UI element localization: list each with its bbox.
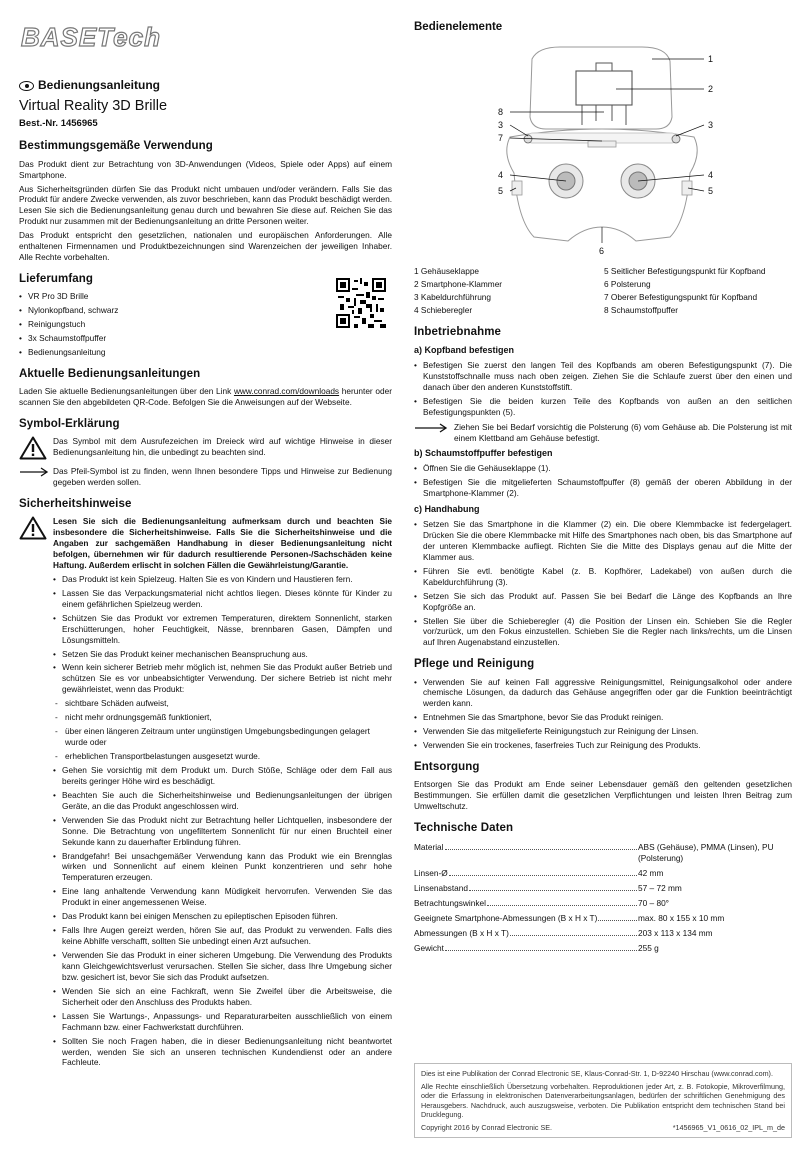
startup-a-tip [414, 422, 792, 444]
safety-lead: Lesen Sie sich die Bedienungsanleitung aufmerksam durch und beachten Sie insbesondere die Sicherheitshinweise. Falls Sie die Sicherheitshinweise und die Angaben zur sachgemäßen Handhabung in dieser Bedienungsanleitung nicht befolgen, übernehmen wir für dadurch resultierende Personen-/Sachschäden keine Haftung. Außerdem erlischt in solchen Fällen die Gewährleistung/Garantie. [53, 516, 392, 570]
left-column [19, 0, 392, 1071]
callout-label: 5 [708, 186, 714, 197]
legend-item: 7 Oberer Befestigungspunkt für Kopfband [604, 291, 758, 302]
legend-item: 1 Gehäuseklappe [414, 266, 480, 277]
startup-c-item: • Setzen Sie das Smartphone in die Klammer (2) ein. Die obere Klemmbacke ist federgelagert. Drücken Sie die obere Klemmbacke mit Hilfe des Smartphones nach oben, bis das Smartphone auf der unteren Klemmbacke aufliegt. Richten Sie die Mitte des Displays genau auf die Mitte der Klammer aus. [414, 519, 792, 563]
current-manuals-text-before: Laden Sie aktuelle Bedienungsanleitungen über den Link [19, 386, 234, 397]
side-mount-right [682, 181, 692, 195]
specs-heading: Technische Daten [414, 822, 514, 835]
spec-label: Betrachtungswinkel [414, 896, 638, 911]
startup-heading: Inbetriebnahme [414, 325, 502, 338]
care-item: • Verwenden Sie ein trockenes, faserfreies Tuch zur Reinigung des Produkts. [414, 740, 792, 751]
spec-label: Material [414, 840, 638, 866]
safety-item: • Verwenden Sie das Produkt nicht zur Betrachtung heller Lichtquellen, insbesondere der Sonne. Die Betrachtung von ungefiltertem Sonnenlicht für nur einen Bruchteil einer Sekunde kann zu dauerhafter Erblindung führen. [53, 815, 392, 848]
startup-c-item: • Stellen Sie über die Schieberegler (4) die Position der Linsen ein. Schieben Sie die Regler vor/zurück, um den Fokus einzustellen. Schieben Sie die Regler nach links/rechts, um die Linsen auf Ihren Augenabstand einzustellen. [414, 616, 792, 649]
smartphone-clamp [576, 71, 632, 105]
footer-rights: Alle Rechte einschließlich Übersetzung vorbehalten. Reproduktionen jeder Art, z. B. Fotokopie, Mikroverfilmung, oder die Erfassung in elektronischen Datenverarbeitungsanlagen, bedürfen der schriftlichen Genehmigung des Herausgebers. Nachdruck, auch auszugsweise, verboten. Die Publikation entspricht dem technischen Stand bei Drucklegung. [421, 1081, 785, 1119]
safety-dash-item: - nicht mehr ordnungsgemäß funktioniert, [53, 712, 392, 723]
legend-item: 6 Polsterung [604, 279, 651, 290]
current-manuals-heading: Aktuelle Bedienungsanleitungen [19, 367, 201, 380]
vr-headset-diagram [420, 41, 720, 261]
footer-bottom-row [421, 1123, 785, 1133]
startup-b-list [414, 463, 792, 499]
spec-label: Geeignete Smartphone-Abmessungen (B x H x T) [414, 911, 638, 926]
spec-value: ABS (Gehäuse), PMMA (Linsen), PU (Polsterung) [638, 842, 774, 864]
scope-item: • 3x Schaumstoffpuffer [19, 333, 392, 344]
product-title: Virtual Reality 3D Brille [19, 97, 168, 114]
legend-item: 5 Seitlicher Befestigungspunkt für Kopfband [604, 266, 766, 277]
intended-use-paragraph: Das Produkt dient zur Betrachtung von 3D-Anwendungen (Videos, Spiele oder Apps) auf einem Smartphone. [19, 158, 392, 180]
startup-a-heading: a) Kopfband befestigen [414, 345, 515, 356]
brand-logo-graphic [19, 20, 249, 56]
startup-b-item: • Befestigen Sie die mitgelieferten Schaumstoffpuffer (8) gemäß der oberen Abbildung in der Smartphone-Klammer (2). [414, 477, 792, 499]
disposal-text: Entsorgen Sie das Produkt am Ende seiner Lebensdauer gemäß den geltenden gesetzlichen Bestimmungen. Sie erfüllen damit die gesetzlichen Verpflichtungen und leisten Ihren Beitrag zum Umweltschutz. [414, 779, 792, 812]
safety-list-b [53, 765, 392, 1068]
callout-label: 7 [498, 133, 504, 144]
controls-heading: Bedienelemente [414, 21, 503, 33]
care-list [414, 677, 792, 752]
safety-dash-item: - erheblichen Transportbelastungen ausgesetzt wurde. [53, 751, 392, 762]
safety-item: • Verwenden Sie das Produkt in einer sicheren Umgebung. Die Verwendung des Produkts kann Gleichgewichtsverlust verursachen. Stellen Sie sicher, dass Ihre Umgebung sicher bzw. gesichert ist, bevor Sie sich das Produkt aufsetzen. [53, 950, 392, 983]
spec-row [414, 896, 774, 911]
safety-item: • Brandgefahr! Bei unsachgemäßer Verwendung kann das Produkt wie ein Brennglas wirken und Sonnenlicht auf einem kleinen Punkt konzentrieren und sehr hohe Temperaturen erzeugen. [53, 851, 392, 884]
safety-item: • Lassen Sie das Verpackungsmaterial nicht achtlos liegen. Dieses könnte für Kinder zu einem gefährlichen Spielzeug werden. [53, 588, 392, 610]
spec-row [414, 926, 774, 941]
spec-value: 255 g [638, 942, 659, 953]
current-manuals-text [19, 386, 392, 408]
spec-value: max. 80 x 155 x 10 mm [638, 912, 725, 923]
footer-publisher: Dies ist eine Publikation der Conrad Electronic SE, Klaus-Conrad-Str. 1, D-92240 Hirschau (www.conrad.com). [421, 1069, 773, 1078]
order-number: Best.-Nr. 1456965 [19, 117, 98, 129]
safety-block [19, 516, 392, 1071]
startup-a-list [414, 360, 792, 418]
warning-triangle-icon [19, 436, 53, 460]
callout-label: 6 [599, 246, 605, 257]
callout-label: 3 [498, 120, 504, 131]
safety-dash-list [53, 698, 392, 762]
spec-row [414, 881, 774, 896]
spec-label: Gewicht [414, 941, 638, 956]
startup-a-tip-text: Ziehen Sie bei Bedarf vorsichtig die Polsterung (6) vom Gehäuse ab. Die Polsterung ist mit einem Klettband am Gehäuse befestigt. [454, 421, 792, 443]
safety-list-a [53, 574, 392, 695]
startup-c-list [414, 519, 792, 648]
eye-icon [19, 81, 34, 91]
specs-table [414, 840, 774, 956]
arrow-right-icon [19, 466, 53, 488]
callout-label: 4 [708, 170, 714, 181]
symbols-heading: Symbol-Erklärung [19, 418, 120, 430]
startup-c-heading: c) Handhabung [414, 504, 480, 515]
brand-logo-text: BASETech [21, 22, 161, 52]
callout-label: 8 [498, 107, 504, 118]
legend-item: 4 Schieberegler [414, 304, 473, 315]
safety-item: • Eine lang anhaltende Verwendung kann Müdigkeit hervorrufen. Verwenden Sie das Produkt in einer angemessenen Weise. [53, 886, 392, 908]
scope-item: • Nylonkopfband, schwarz [19, 305, 392, 316]
symbol-warning-row [19, 436, 392, 460]
doc-type-heading [19, 78, 392, 94]
intended-use-paragraph: Das Produkt entspricht den gesetzlichen, nationalen und europäischen Anforderungen. Alle enthaltenen Firmennamen und Produktbezeichnungen sind Warenzeichen der jeweiligen Inhaber. Alle Rechte vorbehalten. [19, 230, 392, 263]
symbol-arrow-row [19, 466, 392, 488]
safety-item: • Wenden Sie sich an eine Fachkraft, wenn Sie Zweifel über die Arbeitsweise, die Sicherheit oder den Anschluss des Produkts haben. [53, 986, 392, 1008]
care-heading: Pflege und Reinigung [414, 658, 535, 671]
safety-item: • Setzen Sie das Produkt keiner mechanischen Beanspruchung aus. [53, 649, 392, 660]
safety-item: • Schützen Sie das Produkt vor extremen Temperaturen, direktem Sonnenlicht, starken Erschütterungen, hoher Feuchtigkeit, Nässe, brennbaren Gasen, Dämpfen und Lösungsmitteln. [53, 613, 392, 646]
current-manuals-text-after: herunter oder scannen Sie den abgebildeten QR-Code. Befolgen Sie die Anweisungen auf der Webseite. [19, 386, 392, 408]
intended-use-heading: Bestimmungsgemäße Verwendung [19, 140, 213, 153]
scope-item: • Bedienungsanleitung [19, 347, 392, 358]
controls-legend [414, 266, 792, 316]
scope-heading: Lieferumfang [19, 273, 94, 286]
care-item: • Verwenden Sie das mitgelieferte Reinigungstuch zur Reinigung der Linsen. [414, 726, 792, 737]
scope-item: • Reinigungstuch [19, 319, 392, 330]
startup-c-item: • Setzen Sie sich das Produkt auf. Passen Sie bei Bedarf die Länge des Kopfbands an Ihre Kopfgröße an. [414, 591, 792, 613]
cable-port-right [672, 135, 680, 143]
spec-value: 70 – 80° [638, 898, 669, 909]
symbol-arrow-text: Das Pfeil-Symbol ist zu finden, wenn Ihnen besondere Tipps und Hinweise zur Bedienung gegeben werden sollen. [53, 466, 392, 488]
spec-value: 203 x 113 x 134 mm [638, 927, 713, 938]
safety-dash-item: - sichtbare Schäden aufweist, [53, 698, 392, 709]
legend-item: 8 Schaumstoffpuffer [604, 304, 678, 315]
care-item: • Entnehmen Sie das Smartphone, bevor Sie das Produkt reinigen. [414, 712, 792, 723]
startup-a-item: • Befestigen Sie die beiden kurzen Teile des Kopfbands von außen an den seitlichen Befestigungspunkten (5). [414, 396, 792, 418]
spec-label: Linsenabstand [414, 881, 638, 896]
startup-a-item: • Befestigen Sie zuerst den langen Teil des Kopfbands am oberen Befestigungspunkt (7). Die Kunststoffschnalle muss nach oben zeigen. Ziehen Sie die Schlaufe zuerst über den einen und danach über den anderen Kunststoffstift. [414, 360, 792, 393]
intended-use-paragraph: Aus Sicherheitsgründen dürfen Sie das Produkt nicht umbauen und/oder verändern. Falls Sie das Produkt für andere Zwecke verwenden, als zuvor beschrieben, kann das Produkt beschädigt werden. Lesen Sie sich die Bedienungsanleitung genau durch und bewahren Sie diese auf. Reichen Sie das Produkt nur zusammen mit der Bedienungsanleitung an dritte Personen weiter. [19, 183, 392, 227]
startup-b-heading: b) Schaumstoffpuffer befestigen [414, 448, 553, 459]
callout-label: 2 [708, 84, 714, 95]
footer-copyright: Copyright 2016 by Conrad Electronic SE. [421, 1122, 553, 1132]
disposal-heading: Entsorgung [414, 761, 480, 774]
safety-item: • Lassen Sie Wartungs-, Anpassungs- und Reparaturarbeiten ausschließlich von einem Fachmann bzw. einer Fachwerkstatt durchführen. [53, 1011, 392, 1033]
footer-doc-code: *1456965_V1_0616_02_IPL_m_de [672, 1122, 785, 1132]
safety-heading: Sicherheitshinweise [19, 498, 132, 511]
brand-logo [19, 20, 392, 60]
spec-row [414, 840, 774, 866]
doc-type-label: Bedienungsanleitung [38, 78, 161, 92]
safety-item: • Wenn kein sicherer Betrieb mehr möglich ist, nehmen Sie das Produkt außer Betrieb und schützen Sie es vor unbeabsichtigter Verwendung. Der sichere Betrieb ist nicht mehr gewährleistet, wenn das Produkt: [53, 662, 392, 695]
callout-label: 3 [708, 120, 714, 131]
safety-item: • Gehen Sie vorsichtig mit dem Produkt um. Durch Stöße, Schläge oder dem Fall aus bereits geringer Höhe wird es beschädigt. [53, 765, 392, 787]
publisher-footer [414, 1063, 792, 1138]
symbol-warning-text: Das Symbol mit dem Ausrufezeichen im Dreieck wird auf wichtige Hinweise in dieser Bedienungsanleitung hin, die unbedingt zu beachten sind. [53, 436, 392, 458]
spec-row [414, 866, 774, 881]
downloads-link[interactable]: www.conrad.com/downloads [233, 386, 340, 397]
spec-label: Abmessungen (B x H x T) [414, 926, 638, 941]
safety-item: • Das Produkt ist kein Spielzeug. Halten Sie es von Kindern und Haustieren fern. [53, 574, 392, 585]
scope-item: • VR Pro 3D Brille [19, 291, 392, 302]
warning-triangle-icon [19, 516, 53, 1071]
legend-item: 3 Kabeldurchführung [414, 291, 492, 302]
scope-section [19, 272, 392, 358]
qr-code[interactable] [336, 278, 386, 328]
safety-dash-item: - über einen längeren Zeitraum unter ungünstigen Umgebungsbedingungen gelagert wurde oder [53, 726, 392, 748]
callout-label: 4 [498, 170, 504, 181]
spec-value: 42 mm [638, 868, 664, 879]
safety-item: • Sollten Sie noch Fragen haben, die in dieser Bedienungsanleitung nicht beantwortet werden, wenden Sie sich an unseren technischen Kundendienst oder an andere Fachleute. [53, 1036, 392, 1069]
legend-item: 2 Smartphone-Klammer [414, 279, 503, 290]
spec-value: 57 – 72 mm [638, 883, 682, 894]
callout-label: 5 [498, 186, 504, 197]
side-mount-left [512, 181, 522, 195]
right-column [414, 0, 792, 956]
startup-b-item: • Öffnen Sie die Gehäuseklappe (1). [414, 463, 792, 474]
arrow-right-icon [414, 422, 454, 444]
startup-c-item: • Führen Sie evtl. benötigte Kabel (z. B. Kopfhörer, Ladekabel) von außen durch die Kabeldurchführung (3). [414, 566, 792, 588]
spec-row [414, 941, 774, 956]
safety-body [53, 516, 392, 1071]
spec-label: Linsen-Ø [414, 866, 638, 881]
spec-row [414, 911, 774, 926]
callout-label: 1 [708, 54, 714, 65]
care-item: • Verwenden Sie auf keinen Fall aggressive Reinigungsmittel, Reinigungsalkohol oder andere chemische Lösungen, da dadurch das Gehäuse angegriffen oder gar die Funktion beeinträchtigt werden kann. [414, 677, 792, 710]
safety-item: • Das Produkt kann bei einigen Menschen zu epileptischen Episoden führen. [53, 911, 392, 922]
safety-item: • Beachten Sie auch die Sicherheitshinweise und Bedienungsanleitungen der übrigen Geräte, an die das Produkt angeschlossen wird. [53, 790, 392, 812]
safety-item: • Falls Ihre Augen gereizt werden, hören Sie auf, das Produkt zu verwenden. Falls dies keine Abhilfe verschafft, sollten Sie unbedingt einen Arzt aufsuchen. [53, 925, 392, 947]
